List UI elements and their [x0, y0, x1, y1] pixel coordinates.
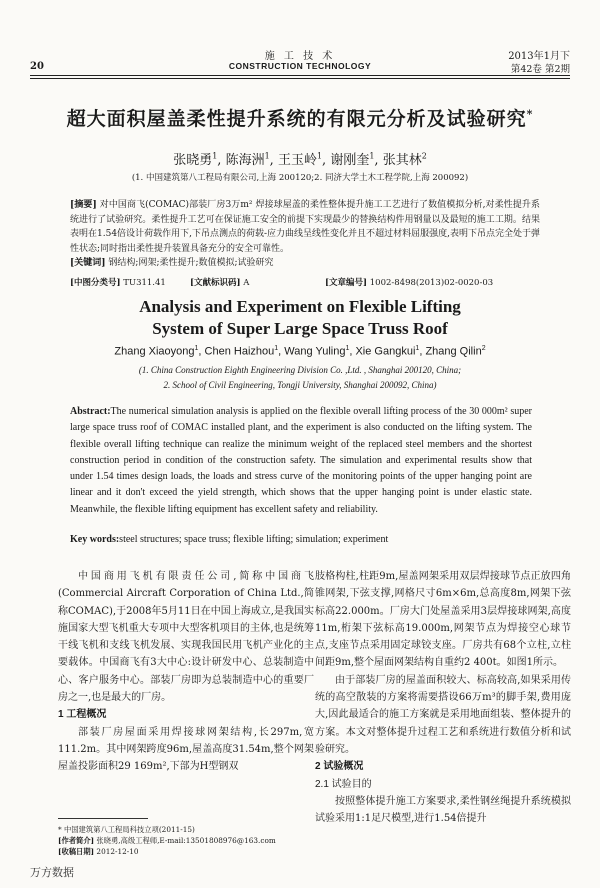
page-number: 20 [30, 61, 44, 72]
section-paragraph: 部装厂房屋面采用焊接球网架结构,长297m,宽111.2m。其中网架跨度96m,屋盖高度31.54m,整个网架屋盖投影面积29 169m²,下部为H型钢双 [58, 726, 314, 773]
keywords-label-en: Key words: [70, 534, 120, 545]
author-list-en: Zhang Xiaoyong$^1$, Chen Haizhou$^1$, Wang Yuling$^1$, Xie Gangkui$^1$, Zhang Qilin$^2$ [114, 345, 486, 358]
author-en: Xie Gangkui [355, 345, 416, 358]
affiliations-cn: (1. 中国建筑第八工程局有限公司,上海 200120;2. 同济大学土木工程学院,上海 200092) [131, 173, 469, 183]
journal-name-en: CONSTRUCTION TECHNOLOGY [228, 61, 372, 71]
volume-issue: 第42卷 第2期 [510, 64, 570, 75]
author-cn: 王玉岭 [277, 153, 317, 168]
keywords-label-cn: [关键词] [70, 258, 106, 268]
footnote-received: [收稿日期] 2012-12-10 [58, 847, 139, 856]
author-en: Wang Yuling [284, 345, 346, 358]
keywords-text-en: steel structures; space truss; flexible lifting; simulation; experiment [119, 534, 389, 545]
keywords-en [70, 534, 532, 545]
paper-title-en: Analysis and Experiment on Flexible Lifting System of Super Large Space Truss Roof [139, 297, 461, 338]
section-paragraph-cont: 肢格构柱,柱距9m,屋盖网架采用双层焊接球节点正放四角锥网架,下弦支撑,网格尺寸6m×6m,总高度8m,网架下弦标高22.000m。厂房大门处屋盖采用3层焊接球网架,高度11m,桁架下弦标高19.000m,网架节点为焊接空心球节点,支座节点采用固定球铰支座。厂房共有68个立柱,立柱间距9m,整个屋面网架结构自重约2 400t。如图1所示。 [315, 571, 571, 669]
header-rule [30, 75, 570, 76]
issue-date: 2013年1月下 [508, 51, 570, 62]
watermark-text: 万方数据 [30, 866, 74, 879]
abstract-label-cn: [摘要] [70, 200, 97, 210]
body-column-left [58, 568, 314, 776]
footnote-rule [58, 818, 148, 819]
subsection-heading: 2.1 试验目的 [315, 778, 372, 790]
journal-name-cn: 施 工 技 术 [264, 51, 336, 62]
abstract-label-en: Abstract: [70, 406, 111, 417]
abstract-cn [70, 198, 540, 271]
author-en: Zhang Qilin [425, 345, 482, 358]
header-rule-thin [30, 78, 570, 79]
author-list-cn: 张晓勇$^1$, 陈海洲$^1$, 王玉岭$^1$, 谢刚奎$^1$, 张其林$^2$ [173, 151, 427, 168]
author-cn: 陈海洲 [225, 153, 265, 168]
author-en: Zhang Xiaoyong [114, 345, 195, 358]
section-paragraph: 由于部装厂房的屋盖面积较大、标高较高,如果采用传统的高空散装的方案将需要搭设66万m³的脚手架,费用庞大,因此最适合的施工方案就是采用地面组装、整体提升的方案。本文对整体提升过程工艺和系统进行数值分析和试验研究。 [315, 674, 571, 755]
section-paragraph: 按照整体提升施工方案要求,柔性钢丝绳提升系统模拟试验采用1:1足尺模型,进行1.54倍提升 [315, 795, 571, 825]
section-heading: 1 工程概况 [58, 709, 107, 721]
footnote-author: [作者简介] 张晓勇,高级工程师,E-mail:13501808976@163.com [58, 836, 276, 845]
abstract-en [70, 404, 532, 518]
author-en: Chen Haizhou [204, 345, 275, 358]
paper-title-cn: 超大面积屋盖柔性提升系统的有限元分析及试验研究* [66, 107, 534, 130]
affiliations-en: (1. China Construction Eighth Engineering Division Co. ,Ltd. , Shanghai 200120, China; 2. School of Civil Engineering, Tongji University, Shanghai 200092, China) [138, 365, 462, 390]
abstract-text-cn: 对中国商飞(COMAC)部装厂房3万m² 焊接球屋盖的柔性整体提升施工工艺进行了数值模拟分析,对柔性提升系统进行了试验研究。柔性提升工艺可在保证施工安全的前提下实现最少的替换结构件用钢量以及最短的施工工期。结果表明在1.54倍设计荷载作用下,下吊点测点的荷载-应力曲线呈线性变化并且不超过材料屈服强度,表明下吊点完全处于弹性状态;同时指出柔性提升装置具备充分的安全可靠性。 [70, 200, 540, 254]
author-cn: 张晓勇 [173, 153, 213, 168]
keywords-text-cn: 钢结构;网架;柔性提升;数值模拟;试验研究 [108, 258, 274, 268]
intro-paragraph: 中国商用飞机有限责任公司,简称中国商飞(Commercial Aircraft Corporation of China Ltd.,简称COMAC),于2008年5月11日在中国上海成立,是我国实施国家大型飞机重大专项中大型客机项目的主体,也是统筹干线飞机和支线飞机发展、实现我国民用飞机产业化的主要载体。中国商飞有3大中心:设计研发中心、总装制造中心、客户服务中心。部装厂房即为总装制造中心的重要厂房之一,也是最大的厂房。 [58, 571, 314, 704]
footnote-fund: * 中国建筑第八工程局科技立项(2011-15) [58, 825, 195, 834]
section-heading: 2 试验概况 [315, 761, 364, 773]
body-column-right [315, 568, 571, 827]
footnotes [58, 824, 308, 857]
author-cn: 谢刚奎 [330, 153, 370, 168]
abstract-text-en: The numerical simulation analysis is applied on the flexible overall lifting process of the 30 000m² super large space truss roof of COMAC installed plant, and the experiment is also conducted on the lifting system. The flexible overall lifting technique can realize the minimum weight of the replaced steel members and the shortest construction period in condition of the construction safety. The simulation and experimental results show that under 1.54 times design loads, the loads and stress curve of the monitoring points of the upper hanging point are linear and it don't exceed the yield strength, which shows that the upper hanging point is under elastic state. Meanwhile, the flexible lifting equipment has excellent safety and reliability. [70, 406, 532, 515]
author-cn: 张其林 [382, 153, 422, 168]
